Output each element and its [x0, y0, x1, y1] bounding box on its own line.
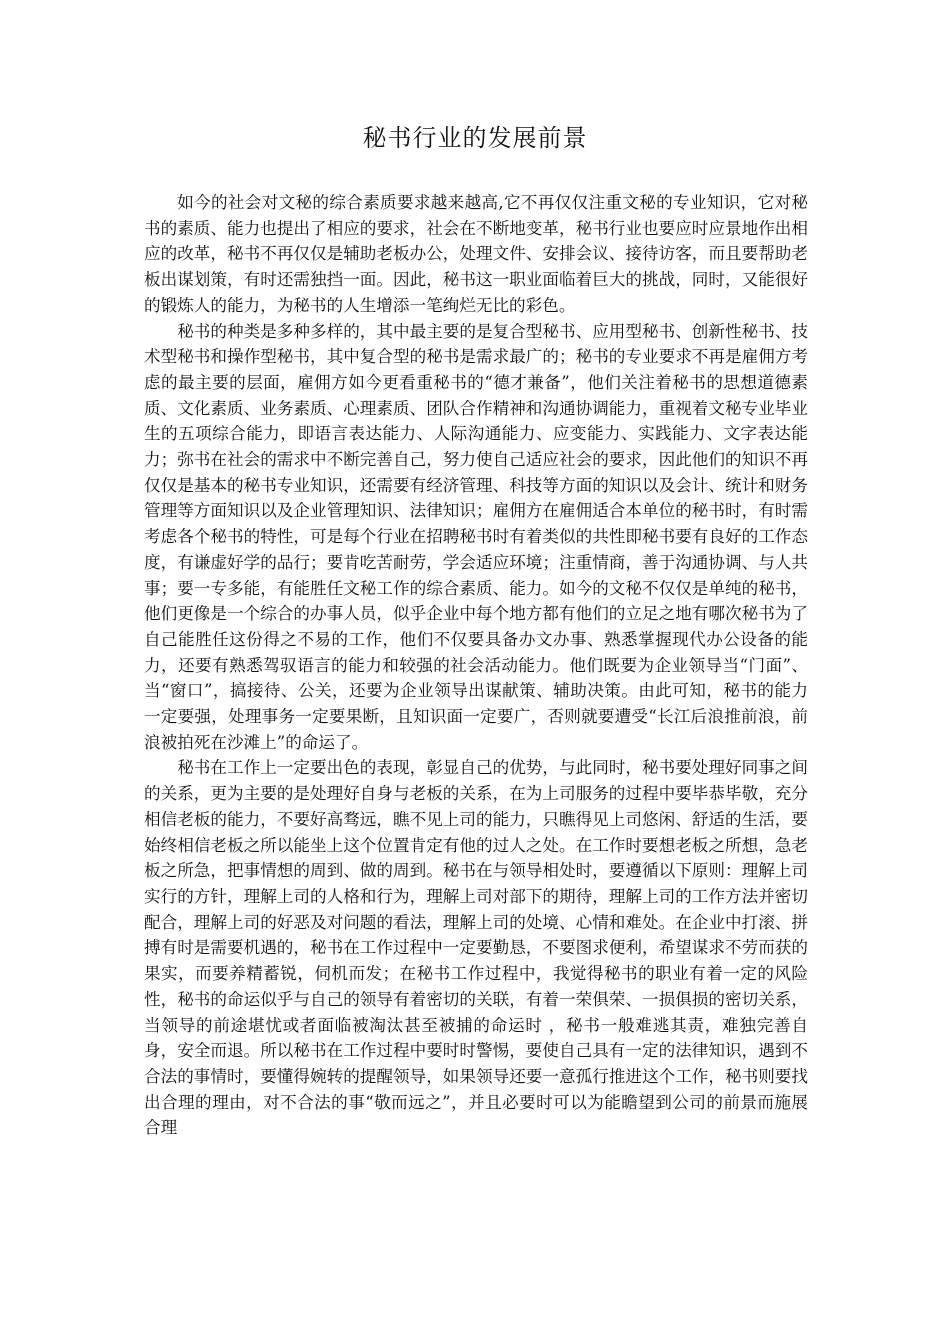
paragraph-secretary-types: 秘书的种类是多种多样的，其中最主要的是复合型秘书、应用型秘书、创新性秘书、技术型秘书和操作型秘书，其中复合型的秘书是需求最广的；秘书的专业要求不再是雇佣方考虑的最主要的层面，雇佣方如今更看重秘书的“德才兼备”，他们关注着秘书的思想道德素质、文化素质、业务素质、心理素质、团队合作精神和沟通协调能力，重视着文秘专业毕业生的五项综合能力，即语言表达能力、人际沟通能力、应变能力、实践能力、文字表达能力；弥书在社会的需求中不断完善自己，努力使自己适应社会的要求，因此他们的知识不再仅仅是基本的秘书专业知识，还需要有经济管理、科技等方面的知识以及会计、统计和财务管理等方面知识以及企业管理知识、法律知识；雇佣方在雇佣适合本单位的秘书时，有时需考虑各个秘书的特性，可是每个行业在招聘秘书时有着类似的共性即秘书要有良好的工作态度，有谦虚好学的品行；要肯吃苦耐劳，学会适应环境；注重情商，善于沟通协调、与人共事；要一专多能，有能胜任文秘工作的综合素质、能力。如今的文秘不仅仅是单纯的秘书，他们更像是一个综合的办事人员，似乎企业中每个地方都有他们的立足之地有哪次秘书为了自己能胜任这份得之不易的工作，他们不仅要具备办文办事、熟悉掌握现代办公设备的能力，还要有熟悉驾驭语言的能力和较强的社会活动能力。他们既要为企业领导当“门面”、当“窗口”，搞接待、公关，还要为企业领导出谋献策、辅助决策。由此可知，秘书的能力一定要强，处理事务一定要果断，且知识面一定要广，否则就要遭受“长江后浪推前浪，前浪被拍死在沙滩上”的命运了。	[144, 321, 808, 752]
paragraph-work-relations: 秘书在工作上一定要出色的表现，彰显自己的优势，与此同时，秘书要处理好同事之间的关系，更为主要的是处理好自身与老板的关系，在为上司服务的过程中要毕恭毕敬，充分相信老板的能力，不要好高骛远，瞧不见上司的能力，只瞧得见上司悠闲、舒适的生活，要始终相信老板之所以能坐上这个位置肯定有他的过人之处。在工作时要想老板之所想，急老板之所急，把事情想的周到、做的周到。秘书在与领导相处时，要遵循以下原则：理解上司实行的方针，理解上司的人格和行为，理解上司对部下的期待，理解上司的工作方法并密切配合，理解上司的好恶及对问题的看法，理解上司的处境、心情和难处。在企业中打滚、拼搏有时是需要机遇的，秘书在工作过程中一定要勤恳，不要图求便利，希望谋求不劳而获的果实，而要养精蓄锐，伺机而发；在秘书工作过程中，我觉得秘书的职业有着一定的风险性，秘书的命运似乎与自己的领导有着密切的关联，有着一荣俱荣、一损俱损的密切关系，当领导的前途堪忧或者面临被淘汰甚至被捕的命运时 ，秘书一般难逃其责，难独完善自身，安全而退。所以秘书在工作过程中要时时警惕，要使自己具有一定的法律知识，遇到不合法的事情时，要懂得婉转的提醒领导，如果领导还要一意孤行推进这个工作，秘书则要找出合理的理由，对不合法的事“敬而远之”，并且必要时可以为能瞻望到公司的前景而施展合理	[144, 758, 808, 1138]
document-title: 秘书行业的发展前景	[362, 124, 588, 152]
paragraph-intro: 如今的社会对文秘的综合素质要求越来越高,它不再仅仅注重文秘的专业知识，它对秘书的素质、能力也提出了相应的要求，社会在不断地变革，秘书行业也要应时应景地作出相应的改革，秘书不再仅仅是辅助老板办公，处理文件、安排会议、接待访客，而且要帮助老板出谋划策，有时还需独挡一面。因此，秘书这一职业面临着巨大的挑战，同时，又能很好的锻炼人的能力，为秘书的人生增添一笔绚烂无比的彩色。	[144, 193, 808, 315]
document-body	[144, 190, 808, 1141]
